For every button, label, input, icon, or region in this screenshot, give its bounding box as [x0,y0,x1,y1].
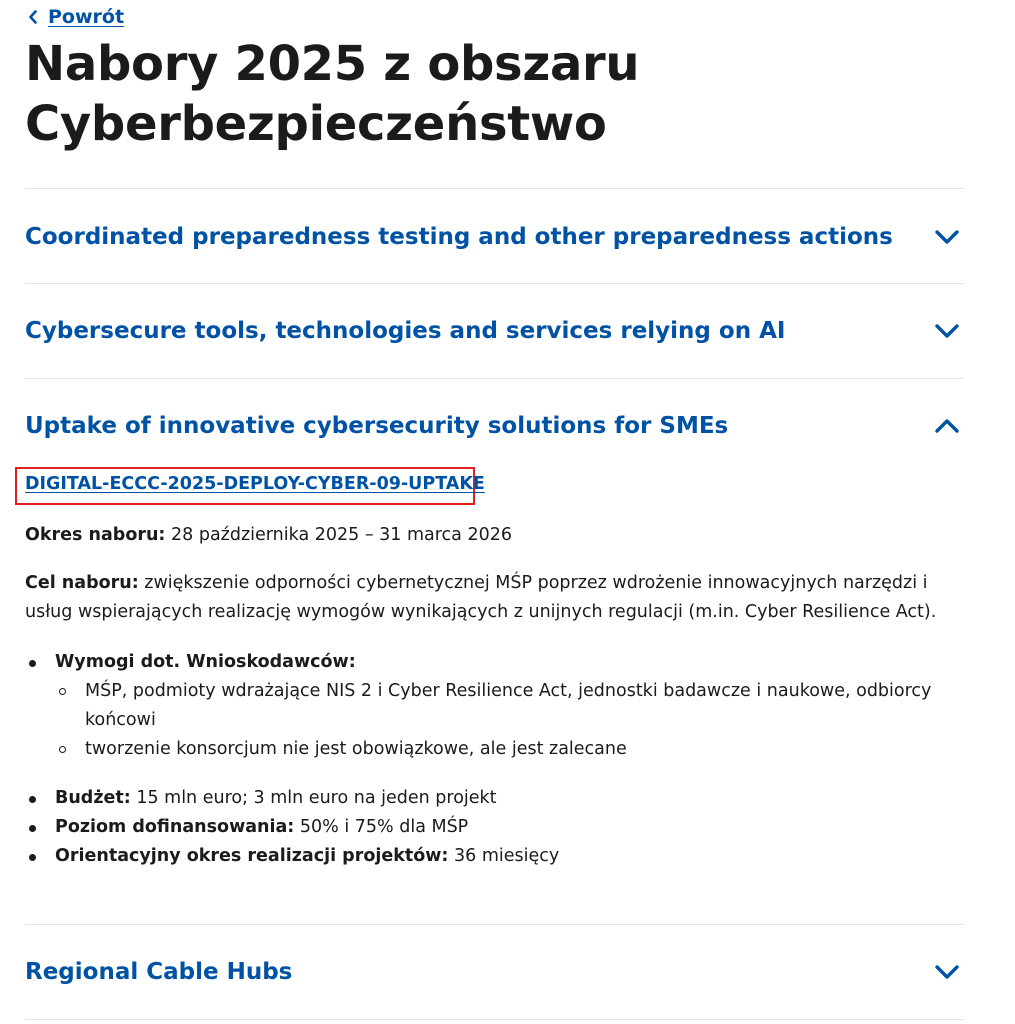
divider [25,188,963,189]
divider [25,378,963,379]
list-item [25,784,965,813]
budget-value: 15 mln euro; 3 mln euro na jeden projekt [130,788,497,808]
list-item [25,842,965,871]
goal-label: Cel naboru: [25,573,139,593]
accordion-header-sme-uptake[interactable] [25,407,963,445]
divider [25,1019,963,1020]
period-paragraph [25,521,965,550]
requirements-list [25,648,965,764]
chevron-down-icon [933,223,961,251]
goal-paragraph [25,569,965,627]
accordion-title: Cybersecure tools, technologies and services relying on AI [25,318,786,344]
summary-list [25,784,965,871]
call-code-link[interactable]: DIGITAL-ECCC-2025-DEPLOY-CYBER-09-UPTAKE [25,474,485,494]
back-link[interactable] [28,6,124,28]
duration-label: Orientacyjny okres realizacji projektów: [55,846,449,866]
list-item [25,648,965,764]
list-item: tworzenie konsorcjum nie jest obowiązkowe, ale jest zalecane [55,735,965,764]
goal-value: zwiększenie odporności cybernetycznej MŚP poprzez wdrożenie innowacyjnych narzędzi i usług wspierających realizację wymogów wynikających z unijnych regulacji (m.in. Cyber Resilience Act). [25,573,937,622]
back-link-label: Powrót [48,6,125,28]
accordion-title: Regional Cable Hubs [25,959,293,985]
list-item [25,813,965,842]
period-value: 28 października 2025 – 31 marca 2026 [165,525,512,545]
chevron-left-icon [28,10,38,24]
budget-label: Budżet: [55,788,131,808]
divider [25,924,963,925]
chevron-down-icon [933,317,961,345]
page-title: Nabory 2025 z obszaru Cyberbezpieczeństwo [25,36,640,152]
divider [25,283,963,284]
accordion-title: Uptake of innovative cybersecurity solutions for SMEs [25,413,729,439]
duration-value: 36 miesięcy [448,846,560,866]
requirements-sublist [55,677,965,764]
funding-value: 50% i 75% dla MŚP [294,817,469,837]
accordion-header-regional-cable-hubs[interactable] [25,953,963,991]
accordion-header-cybersecure-ai[interactable] [25,312,963,350]
accordion-title: Coordinated preparedness testing and other preparedness actions [25,224,893,250]
accordion-header-preparedness-testing[interactable] [25,218,963,256]
requirements-label: Wymogi dot. Wnioskodawców: [55,652,356,672]
funding-label: Poziom dofinansowania: [55,817,295,837]
period-label: Okres naboru: [25,525,166,545]
chevron-up-icon [933,412,961,440]
list-item: MŚP, podmioty wdrażające NIS 2 i Cyber Resilience Act, jednostki badawcze i naukowe, odbiorcy końcowi [55,677,965,735]
chevron-down-icon [933,958,961,986]
